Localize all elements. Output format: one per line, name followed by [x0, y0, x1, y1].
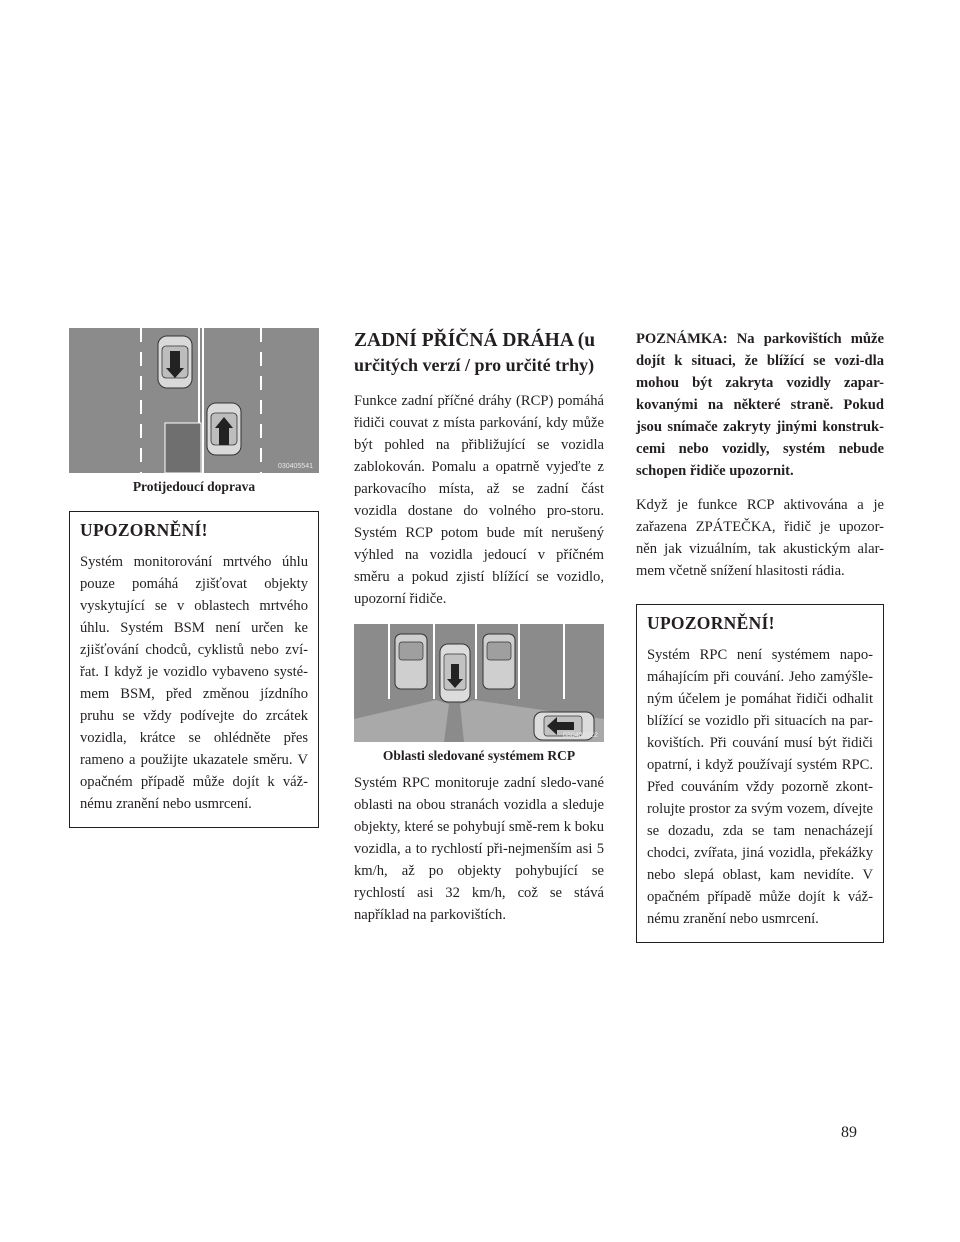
- page-number: 89: [841, 1124, 857, 1141]
- section-title: [354, 328, 604, 378]
- section-title-line2: určitých verzí / pro určité trhy): [354, 355, 595, 375]
- body-paragraph: Funkce zadní příčné dráhy (RCP) pomáhá řidiči couvat z místa parkování, kdy může být pohled na přibližující se vozidla zablokován. Pomalu a opatrně vyjeďte z parkovacího místa, až se zadní část vozidla dostane do volného pro-storu. Systém RCP potom bude mít nerušený výhled na vozidla jedoucí v příčném směru a pokud zjistí blížící se vozidlo, upozorní řidiče.: [354, 393, 604, 607]
- figure-caption: Protijedoucí doprava: [132, 479, 256, 494]
- oncoming-traffic-illustration: [69, 328, 319, 473]
- figure-rcp-zones: [354, 624, 604, 742]
- section-title-line1: ZADNÍ PŘÍČNÁ DRÁHA (u: [354, 330, 596, 351]
- warning-box: [636, 604, 884, 943]
- note-paragraph: POZNÁMKA: Na parkovištích může dojít k situaci, že blížící se vozi-dla mohou být zakryta vozidly zapar-kovanými na některé straně. Pokud jsou snímače zakryty jinými konstruk-cemi nebo vozidly, systém nebude schopen řidiče upozornit.: [636, 331, 884, 479]
- warning-box: [69, 511, 319, 828]
- rcp-zones-illustration: [354, 624, 604, 742]
- column-left: [69, 328, 319, 828]
- warning-title: UPOZORNĚNÍ!: [647, 613, 775, 633]
- column-right: [636, 328, 884, 943]
- body-paragraph: Systém RPC monitoruje zadní sledo-vané oblasti na obou stranách vozidla a sleduje objekty, které se pohybují smě-rem k boku vozidla, a to rychlostí při-nejmenším asi 5 km/h, až po objekty pohybující se rychlostí asi 32 km/h, což se stává například na parkovištích.: [354, 775, 604, 923]
- figure-code: 030405522: [562, 732, 598, 739]
- warning-text: Systém monitorování mrtvého úhlu pouze pomáhá zjišťovat objekty vyskytující se v oblastech mrtvého úhlu. Systém BSM není určen ke zjišťování chodců, cyklistů nebo zví-řat. I když je vozidlo vybaveno systé-mem BSM, před změnou jízdního pruhu se vždy podívejte do zrcátek vozidla, krátce se ohlédněte přes rameno a použijte ukazatele směru. V opačném případě může dojít k váž-nému zranění nebo usmrcení.: [80, 554, 308, 812]
- warning-text: Systém RPC není systémem napo-máhajícím při couvání. Jeho zamýšle-ným účelem je pomáhat řidiči odhalit blížící se vozidlo při situacích na par-kovištích. Při couvání musí být řidiči opatrní, i když používají systém RPC. Před couváním vždy pozorně zkont-rolujte prostor za svým vozem, dívejte se dozadu, zda se tam nenacházejí chodci, zvířata, jiná vozidla, překážky nebo slepá oblast, kam nevidíte. V opačném případě může dojít k váž-nému zranění nebo usmrcení.: [647, 647, 873, 927]
- body-paragraph: Když je funkce RCP aktivována a je zařazena ZPÁTEČKA, řidič je upozor-něn jak vizuálním, tak akustickým alar-mem včetně snížení hlasitosti rádia.: [636, 497, 884, 579]
- figure-oncoming-traffic: [69, 328, 319, 473]
- figure-caption: Oblasti sledované systémem RCP: [382, 748, 576, 763]
- column-middle: [354, 328, 604, 926]
- figure-code: 030405541: [277, 463, 313, 470]
- warning-title: UPOZORNĚNÍ!: [80, 520, 208, 540]
